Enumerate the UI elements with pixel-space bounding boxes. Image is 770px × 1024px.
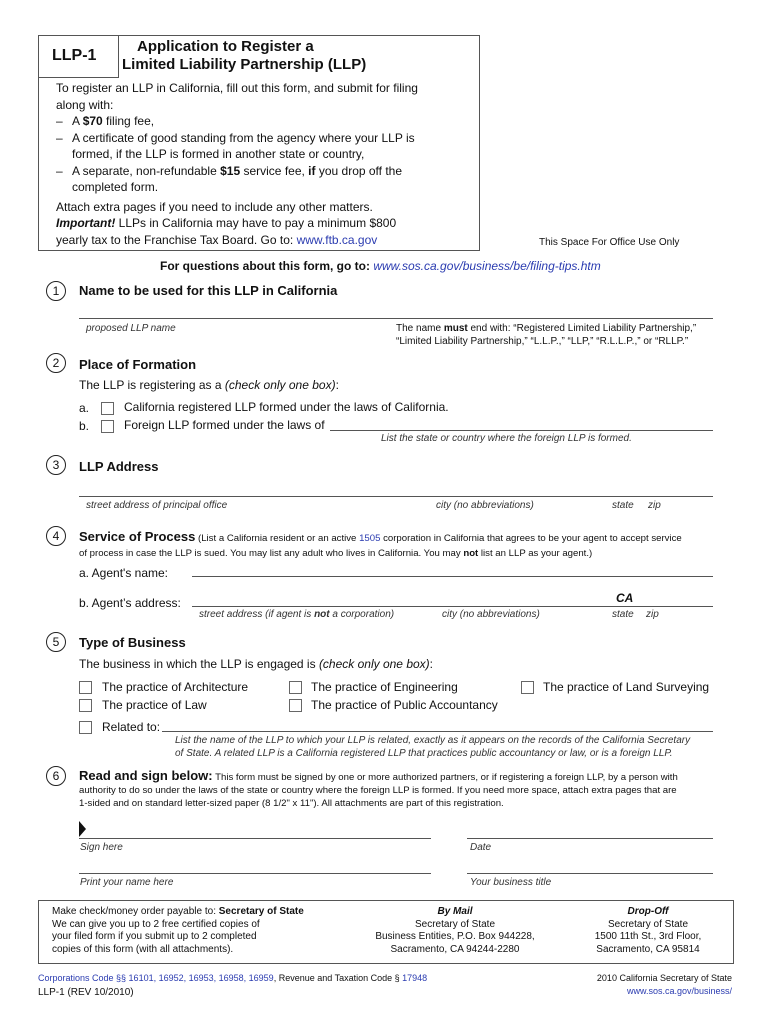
by-mail-heading: By Mail — [437, 906, 473, 917]
land-surveying-checkbox[interactable] — [521, 681, 534, 694]
agent-address-input[interactable] — [192, 606, 713, 607]
llp-city-label: city (no abbreviations) — [436, 500, 534, 511]
section-2-title: Place of Formation — [79, 357, 197, 372]
copies-line1: We can give you up to 2 free certified copies of — [52, 918, 260, 930]
llp-name-label: proposed LLP name — [86, 323, 176, 334]
sign-arrow-icon — [79, 821, 86, 837]
drop-off-info — [576, 906, 720, 956]
drop-off-line2: 1500 11th St., 3rd Floor, — [594, 931, 702, 942]
law-label: The practice of Law — [102, 698, 207, 712]
land-surveying-label: The practice of Land Surveying — [543, 680, 710, 694]
foreign-llp-checkbox[interactable] — [101, 420, 114, 433]
accountancy-label: The practice of Public Accountancy — [311, 698, 498, 712]
important-note-line2: yearly tax to the Franchise Tax Board. Go to: www.ftb.ca.gov — [56, 232, 378, 247]
signature-input[interactable] — [79, 838, 431, 839]
architecture-checkbox[interactable] — [79, 681, 92, 694]
agent-city-label: city (no abbreviations) — [442, 609, 540, 620]
business-title-label: Your business title — [470, 877, 552, 888]
agent-name-input[interactable] — [192, 576, 713, 577]
payment-copies-info — [52, 906, 304, 956]
foreign-jurisdiction-input[interactable] — [330, 430, 713, 431]
service-of-process-text: Service of Process (List a California resident or an active 1505 corporation in California that agrees to be your agent to accept service of process in case the LLP is sued. You may list any adult who lives in California. You may not list an LLP as your agent.) — [79, 529, 682, 559]
date-label: Date — [470, 842, 492, 853]
agent-street-label: street address (if agent is not a corporation) — [199, 609, 395, 620]
by-mail-info — [360, 906, 550, 956]
intro-text — [56, 80, 454, 248]
sign-instructions: Read and sign below: This form must be signed by one or more authorized partners, or if registering a foreign LLP, by a person with authority to do so under the laws of the state or country where the foreign LLP is formed. If you need more space, attach extra pages that are 1-sided and on standard letter-sized paper (8 1/2" x 11"). All attachments are part of this registration. — [79, 769, 719, 810]
section-5-number: 5 — [46, 632, 66, 652]
section-6-number: 6 — [46, 766, 66, 786]
section-4-title: Service of Process — [79, 529, 196, 544]
business-title-input[interactable] — [467, 873, 713, 874]
corporations-code-link[interactable]: Corporations Code §§ 16101, 16952, 16953, 16958, 16959 — [38, 973, 274, 983]
bullet-certificate-line2: formed, if the LLP is formed in another state or country, — [72, 147, 365, 161]
date-input[interactable] — [467, 838, 713, 839]
section-6-title: Read and sign below: — [79, 768, 213, 783]
sign-instructions-line2: authority to do so under the laws of the state or country where the foreign LLP is formed. If you need more space, attach extra pages that are — [79, 785, 677, 796]
engineering-checkbox[interactable] — [289, 681, 302, 694]
california-llp-checkbox[interactable] — [101, 402, 114, 415]
drop-off-line3: Sacramento, CA 95814 — [596, 943, 700, 955]
engineering-label: The practice of Engineering — [311, 680, 458, 694]
print-name-input[interactable] — [79, 873, 431, 874]
option-a-letter: a. — [79, 401, 90, 415]
sos-business-link[interactable]: www.sos.ca.gov/business/ — [626, 986, 732, 996]
llp-address-input[interactable] — [79, 496, 713, 497]
corp-1505-link[interactable]: 1505 — [359, 533, 381, 544]
payable-line: Make check/money order payable to: Secretary of State — [52, 906, 304, 917]
option-b-letter: b. — [79, 419, 90, 433]
intro-line2: along with: — [56, 97, 114, 112]
form-revision: LLP-1 (REV 10/2010) — [38, 987, 134, 998]
related-checkbox[interactable] — [79, 721, 92, 734]
agent-zip-label: zip — [646, 609, 659, 620]
filing-tips-link[interactable]: www.sos.ca.gov/business/be/filing-tips.htm — [373, 259, 601, 273]
section-4-number: 4 — [46, 526, 66, 546]
llp-street-label: street address of principal office — [86, 500, 228, 511]
related-llp-note — [175, 735, 690, 760]
agent-state-value: CA — [616, 591, 634, 605]
by-mail-line2: Business Entities, P.O. Box 944228, — [375, 931, 535, 942]
agent-name-label: a. Agent's name: — [79, 566, 169, 580]
rev-tax-code-link[interactable]: 17948 — [402, 973, 428, 983]
important-note: Important! LLPs in California may have to pay a minimum $800 — [56, 216, 397, 230]
agent-address-label: b. Agent’s address: — [79, 596, 181, 610]
bullet-filing-fee: – A $70 filing fee, — [56, 114, 155, 128]
llp-state-label: state — [612, 500, 634, 511]
california-llp-label: California registered LLP formed under the laws of California. — [124, 400, 449, 414]
foreign-llp-label: Foreign LLP formed under the laws of — [124, 418, 325, 432]
questions-line: For questions about this form, go to: www.sos.ca.gov/business/be/filing-tips.htm — [160, 259, 601, 273]
office-use-label: This Space For Office Use Only — [539, 237, 680, 248]
intro-line1: To register an LLP in California, fill out this form, and submit for filing — [56, 81, 418, 95]
bullet-service-fee: – A separate, non-refundable $15 service fee, if you drop off the — [56, 163, 403, 178]
name-ending-note: The name must end with: “Registered Limited Liability Partnership,” “Limited Liability Partnership,” “L.L.P.,” “LLP,” “R.L.L.P.,” or “RLLP.” — [396, 323, 697, 347]
attach-note: Attach extra pages if you need to include any other matters. — [56, 199, 373, 214]
copyright: 2010 California Secretary of State — [596, 973, 732, 983]
bullet-service-fee-line2: completed form. — [72, 180, 159, 194]
print-name-label: Print your name here — [80, 877, 174, 888]
by-mail-line3: Sacramento, CA 94244-2280 — [390, 943, 520, 955]
related-llp-note-line1: List the name of the LLP to which your LLP is related, exactly as it appears on the records of the California Secretary — [175, 735, 691, 746]
section-3-number: 3 — [46, 455, 66, 475]
architecture-label: The practice of Architecture — [102, 680, 249, 694]
formation-prompt: The LLP is registering as a (check only one box): — [79, 378, 339, 392]
section-1-title: Name to be used for this LLP in California — [79, 283, 338, 298]
drop-off-heading: Drop-Off — [627, 906, 669, 917]
copies-line2: your filed form if you submit up to 2 completed — [52, 931, 257, 942]
ftb-link[interactable]: www.ftb.ca.gov — [296, 232, 378, 247]
section-5-title: Type of Business — [79, 635, 186, 650]
accountancy-checkbox[interactable] — [289, 699, 302, 712]
by-mail-line1: Secretary of State — [414, 918, 496, 930]
law-checkbox[interactable] — [79, 699, 92, 712]
section-2-number: 2 — [46, 353, 66, 373]
related-llp-input[interactable] — [162, 731, 713, 732]
related-llp-note-line2: of State. A related LLP is a California registered LLP that practices public accountancy or law, or is a foreign LLP. — [175, 747, 673, 759]
bullet-certificate: – A certificate of good standing from the agency where your LLP is — [56, 130, 415, 145]
sign-here-label: Sign here — [80, 842, 123, 853]
section-3-title: LLP Address — [79, 459, 159, 474]
statute-references: Corporations Code §§ 16101, 16952, 16953, 16958, 16959, Revenue and Taxation Code § 17948 — [38, 973, 428, 983]
foreign-jurisdiction-note: List the state or country where the foreign LLP is formed. — [381, 433, 632, 444]
llp-zip-label: zip — [648, 500, 661, 511]
sign-instructions-line3: 1-sided and on standard letter-sized paper (8 1/2" x 11"). All attachments are part of this registration. — [79, 798, 504, 809]
section-1-number: 1 — [46, 281, 66, 301]
agent-state-label: state — [612, 609, 634, 620]
copies-line3: copies of this form (with all attachments). — [52, 943, 234, 955]
related-label: Related to: — [102, 720, 161, 734]
form-title-line2: Limited Liability Partnership (LLP) — [122, 56, 367, 73]
form-code: LLP-1 — [52, 47, 97, 64]
business-prompt: The business in which the LLP is engaged is (check only one box): — [79, 657, 434, 671]
name-ending-note-line2: “Limited Liability Partnership,” “L.L.P.,” “LLP,” “R.L.L.P.,” or “RLLP.” — [396, 336, 689, 347]
llp-name-input[interactable] — [79, 318, 713, 319]
form-title-line1: Application to Register a — [137, 38, 314, 55]
drop-off-line1: Secretary of State — [607, 918, 689, 930]
